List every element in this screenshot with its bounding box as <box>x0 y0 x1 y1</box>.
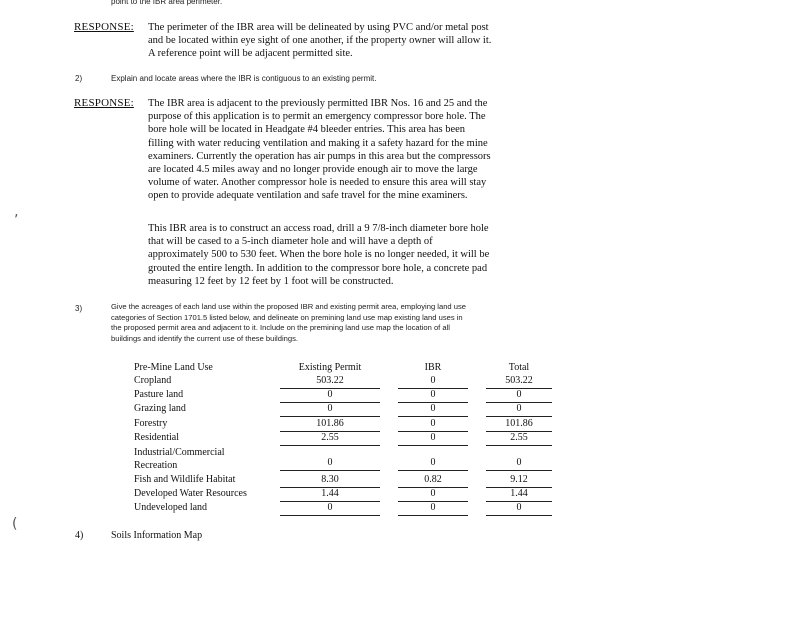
underline <box>398 515 468 516</box>
top-fragment: point to the IBR area perimeter. <box>111 0 223 6</box>
row-label: Developed Water Resources <box>134 488 247 499</box>
cell-ibr: 0 <box>430 418 436 429</box>
response-1-line: and be located within eye sight of one another, if the property owner will allow it. <box>148 35 492 47</box>
cell-total: 0 <box>516 502 522 513</box>
cell-existing: 2.55 <box>321 432 339 443</box>
cell-ibr: 0 <box>430 375 436 386</box>
underline <box>486 445 552 446</box>
cell-ibr: 0 <box>430 488 436 499</box>
underline <box>280 416 380 417</box>
cell-existing: 0 <box>327 389 333 400</box>
cell-existing: 8.30 <box>321 474 339 485</box>
underline <box>486 470 552 471</box>
row-label: Fish and Wildlife Habitat <box>134 474 236 485</box>
margin-mark-icon: ‚ <box>14 204 19 220</box>
cell-existing: 503.22 <box>316 375 344 386</box>
header-land-use: Pre-Mine Land Use <box>134 362 213 373</box>
question-2-number: 2) <box>75 74 83 83</box>
response-2b-line: approximately 500 to 530 feet. When the bore hole is no longer needed, it will be <box>148 249 490 261</box>
response-1-line: The perimeter of the IBR area will be delineated by using PVC and/or metal post <box>148 22 489 33</box>
row-label: Undeveloped land <box>134 502 208 513</box>
response-2a-line: purpose of this application is to permit an emergency compressor bore hole. The <box>148 111 486 123</box>
cell-existing: 1.44 <box>321 488 339 499</box>
cell-ibr: 0 <box>430 432 436 443</box>
response-2b-line: measuring 12 feet by 12 feet by 1 foot will be constructed. <box>148 275 394 287</box>
response-2a-line: bore hole will be located in Headgate #4 bleeder entries. This area has been <box>148 124 466 136</box>
response-2a-line: examiners. Currently the operation has air pumps in this area but the compressors <box>148 150 491 162</box>
response-2a-line: volume of water. Another compressor hole is needed to ensure this area will stay <box>148 177 487 189</box>
response-label-1: RESPONSE: <box>74 21 134 33</box>
question-4-text: Soils Information Map <box>111 530 203 541</box>
response-2a-text <box>148 97 491 203</box>
row-label: Forestry <box>134 418 168 429</box>
row-label: Cropland <box>134 375 172 386</box>
cell-total: 0 <box>516 457 522 468</box>
cell-total: 1.44 <box>510 488 528 499</box>
question-3-line: buildings and identify the current use of these buildings. <box>111 333 299 343</box>
cell-total: 2.55 <box>510 432 528 443</box>
response-1-line: A reference point will be adjacent permitted site. <box>148 48 353 60</box>
underline <box>280 445 380 446</box>
cell-total: 0 <box>516 403 522 414</box>
cell-ibr: 0 <box>430 457 436 468</box>
underline <box>280 470 380 471</box>
question-3-text <box>111 302 466 344</box>
underline <box>280 515 380 516</box>
question-3-line: the proposed permit area and adjacent to it. Include on the premining land use map the location of all <box>111 323 450 333</box>
cell-ibr: 0.82 <box>424 474 442 485</box>
response-1-text <box>148 21 491 61</box>
underline <box>398 416 468 417</box>
cell-total: 503.22 <box>505 375 533 386</box>
row-label: Industrial/Commercial <box>134 447 225 458</box>
underline <box>398 445 468 446</box>
margin-bracket-icon: ( <box>12 516 18 532</box>
cell-total: 9.12 <box>510 474 528 485</box>
cell-ibr: 0 <box>430 389 436 400</box>
question-3-line: Give the acreages of each land use within the proposed IBR and existing permit area, employing land use <box>111 302 467 311</box>
response-2a-line: filling with water reducing ventilation and making it a safety hazard for the mine <box>148 137 488 149</box>
row-label: Grazing land <box>134 403 186 414</box>
question-3-number: 3) <box>75 304 83 313</box>
row-label-2: Recreation <box>134 460 178 471</box>
header-total: Total <box>508 362 530 373</box>
response-2b-text <box>148 222 489 288</box>
question-2-text: Explain and locate areas where the IBR is contiguous to an existing permit. <box>111 74 377 83</box>
cell-existing: 0 <box>327 403 333 414</box>
question-4-number: 4) <box>75 530 84 541</box>
cell-existing: 0 <box>327 457 333 468</box>
cell-ibr: 0 <box>430 403 436 414</box>
header-ibr: IBR <box>424 362 442 373</box>
cell-ibr: 0 <box>430 502 436 513</box>
response-2a-line: The IBR area is adjacent to the previously permitted IBR Nos. 16 and 25 and the <box>148 98 488 109</box>
response-label-2: RESPONSE: <box>74 97 134 109</box>
cell-total: 101.86 <box>505 418 533 429</box>
row-label: Pasture land <box>134 389 184 400</box>
response-2b-line: that will be cased to a 5-inch diameter hole and will have a depth of <box>148 236 433 248</box>
underline <box>398 470 468 471</box>
cell-total: 0 <box>516 389 522 400</box>
question-3-line: categories of Section 1701.5 listed below, and delineate on premining land use map existing land uses in <box>111 312 463 322</box>
response-2b-line: grouted the entire length. In addition to the compressor bore hole, a concrete pad <box>148 262 488 274</box>
response-2a-line: are located 4.5 miles away and no longer provide enough air to move the large <box>148 164 478 176</box>
underline <box>486 515 552 516</box>
cell-existing: 101.86 <box>316 418 344 429</box>
response-2a-line: open to provide adequate ventilation and safe travel for the mine examiners. <box>148 190 468 202</box>
underline <box>486 416 552 417</box>
cell-existing: 0 <box>327 502 333 513</box>
header-existing-permit: Existing Permit <box>298 362 362 373</box>
response-2b-line: This IBR area is to construct an access road, drill a 9 7/8-inch diameter bore hole <box>148 223 489 234</box>
row-label: Residential <box>134 432 179 443</box>
